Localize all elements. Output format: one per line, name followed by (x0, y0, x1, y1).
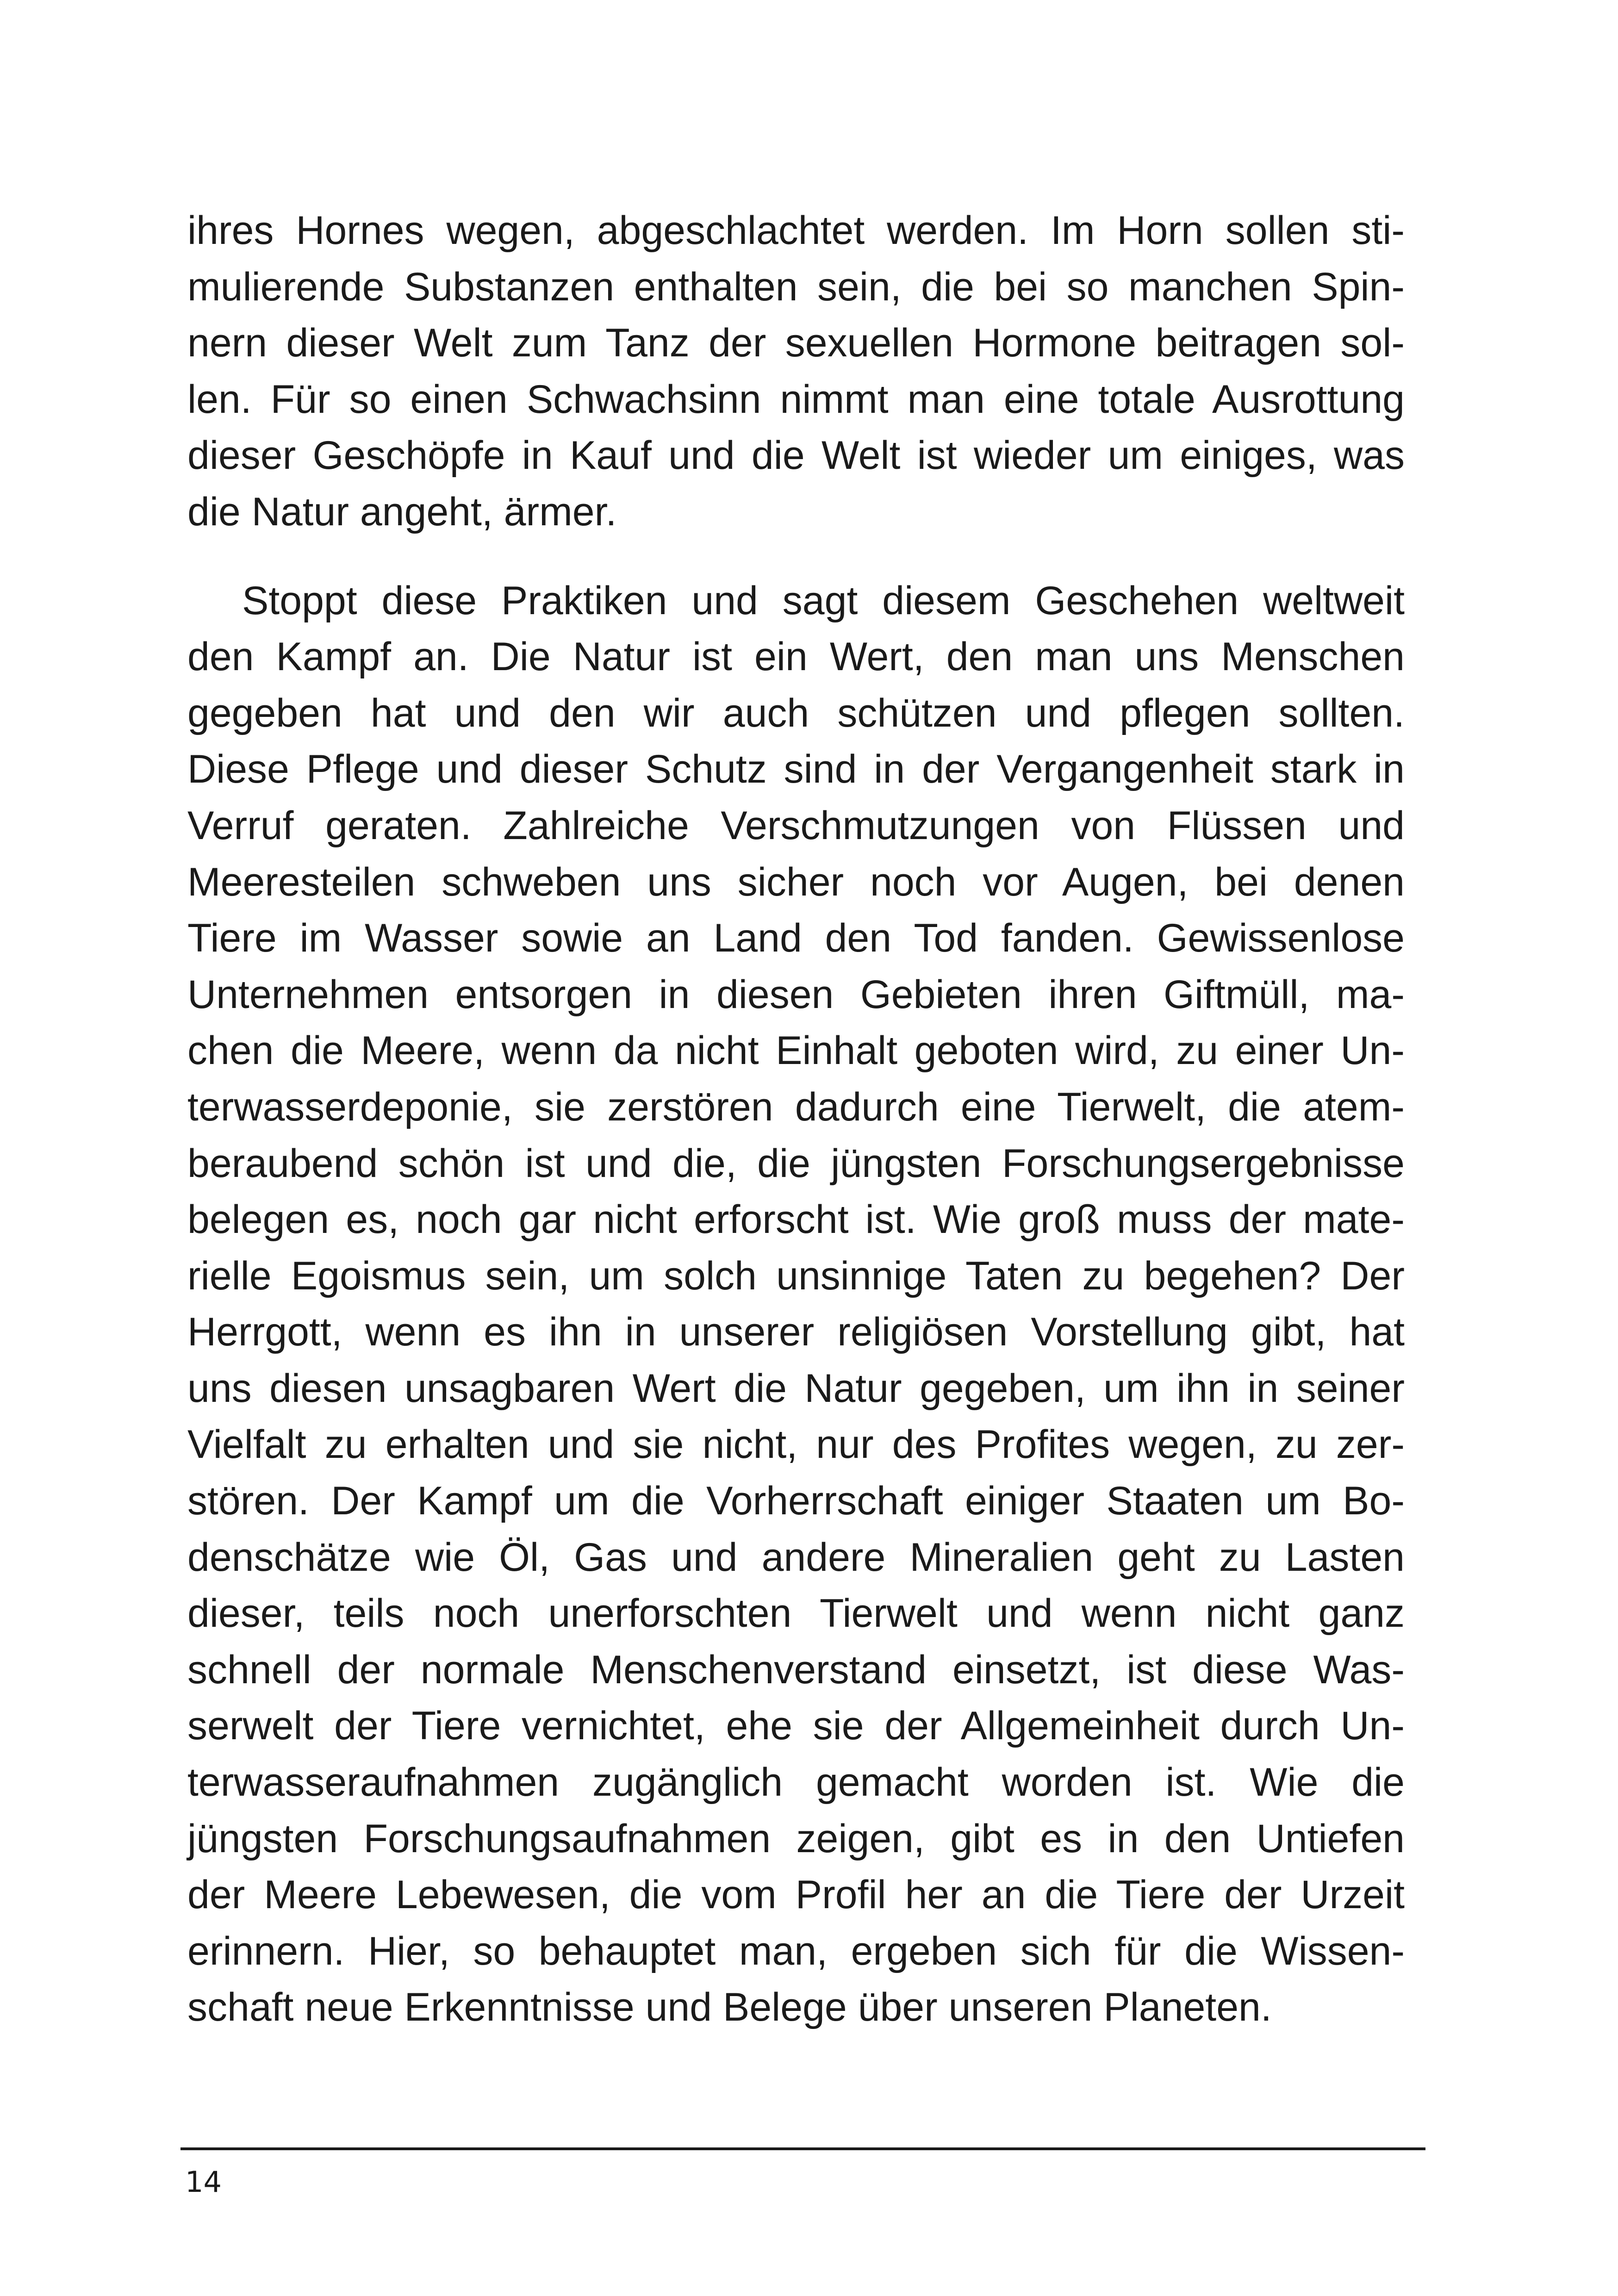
text-line: ihres Hornes wegen, abgeschlachtet werden. Im Horn sollen sti- (187, 208, 1405, 253)
text-line: Meeresteilen schweben uns sicher noch vor Augen, bei denen (187, 859, 1405, 904)
text-line: beraubend schön ist und die, die jüngsten Forschungsergebnisse (187, 1141, 1405, 1186)
footer-divider (180, 2147, 1425, 2150)
text-line: die Natur angeht, ärmer. (187, 489, 617, 534)
text-line: Unternehmen entsorgen in diesen Gebieten ihren Giftmüll, ma- (187, 972, 1405, 1017)
text-line: Herrgott, wenn es ihn in unserer religiösen Vorstellung gibt, hat (187, 1310, 1405, 1355)
page-number: 14 (185, 2165, 222, 2199)
text-line: Tiere im Wasser sowie an Land den Tod fanden. Gewissenlose (187, 916, 1405, 961)
text-line: chen die Meere, wenn da nicht Einhalt geboten wird, zu einer Un- (187, 1028, 1405, 1073)
text-line: serwelt der Tiere vernichtet, ehe sie der Allgemeinheit durch Un- (187, 1704, 1405, 1748)
text-line: den Kampf an. Die Natur ist ein Wert, den man uns Menschen (187, 635, 1405, 679)
text-line: Verruf geraten. Zahlreiche Verschmutzungen von Flüssen und (187, 803, 1405, 848)
paragraph-spacer (187, 541, 1405, 573)
text-line: dieser Geschöpfe in Kauf und die Welt ist wieder um einiges, was (187, 433, 1405, 478)
text-line: Diese Pflege und dieser Schutz sind in der Vergangenheit stark in (187, 747, 1405, 792)
text-line: jüngsten Forschungsaufnahmen zeigen, gibt es in den Untiefen (187, 1816, 1405, 1861)
text-line: len. Für so einen Schwachsinn nimmt man eine totale Ausrottung (187, 377, 1405, 422)
text-line: denschätze wie Öl, Gas und andere Mineralien geht zu Lasten (187, 1535, 1405, 1580)
paragraph (187, 203, 1405, 541)
text-line: stören. Der Kampf um die Vorherrschaft einiger Staaten um Bo- (187, 1479, 1405, 1524)
text-line: terwasseraufnahmen zugänglich gemacht worden ist. Wie die (187, 1760, 1405, 1805)
text-line: mulierende Substanzen enthalten sein, die bei so manchen Spin- (187, 264, 1405, 309)
text-line: dieser, teils noch unerforschten Tierwelt und wenn nicht ganz (187, 1591, 1405, 1636)
body-text (187, 203, 1405, 2036)
paragraph (187, 573, 1405, 2036)
text-line: erinnern. Hier, so behauptet man, ergeben sich für die Wissen- (187, 1929, 1405, 1973)
text-line: Stoppt diese Praktiken und sagt diesem Geschehen weltweit (242, 578, 1405, 623)
text-line: rielle Egoismus sein, um solch unsinnige Taten zu begehen? Der (187, 1253, 1405, 1298)
text-line: terwasserdeponie, sie zerstören dadurch eine Tierwelt, die atem- (187, 1084, 1405, 1129)
text-line: nern dieser Welt zum Tanz der sexuellen Hormone beitragen sol- (187, 321, 1405, 366)
text-line: uns diesen unsagbaren Wert die Natur gegeben, um ihn in seiner (187, 1366, 1405, 1411)
text-line: der Meere Lebewesen, die vom Profil her an die Tiere der Urzeit (187, 1873, 1405, 1917)
text-line: schaft neue Erkenntnisse und Belege über unseren Planeten. (187, 1985, 1272, 2030)
text-line: schnell der normale Menschenverstand einsetzt, ist diese Was- (187, 1647, 1405, 1692)
text-line: belegen es, noch gar nicht erforscht ist. Wie groß muss der mate- (187, 1197, 1405, 1242)
text-line: Vielfalt zu erhalten und sie nicht, nur des Profites wegen, zu zer- (187, 1422, 1405, 1467)
text-line: gegeben hat und den wir auch schützen und pflegen sollten. (187, 691, 1405, 735)
